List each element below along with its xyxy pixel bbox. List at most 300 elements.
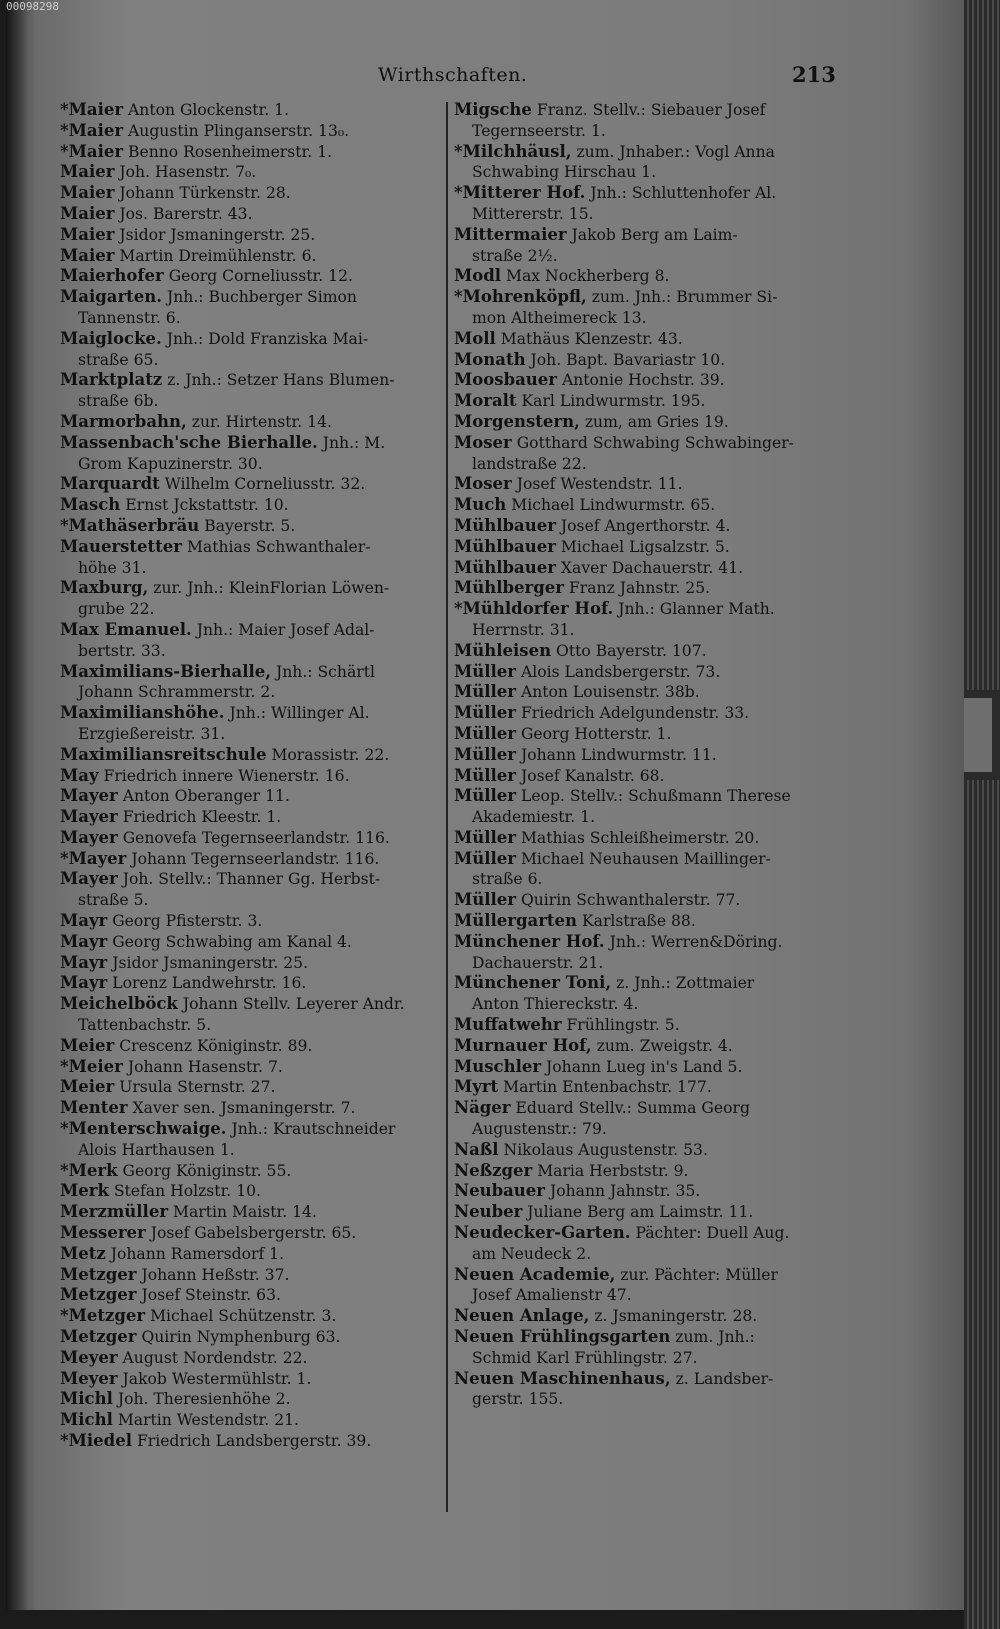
entry-details: Jos. Barerstr. 43. — [119, 204, 253, 223]
directory-entry — [60, 1223, 458, 1244]
directory-entry — [454, 1036, 854, 1057]
entry-name: Müller — [454, 703, 516, 723]
entry-name: Mayer — [60, 807, 118, 827]
entry-details: Schwabing Hirschau 1. — [472, 163, 657, 182]
entry-details: Friedrich Kleestr. 1. — [122, 808, 282, 827]
entry-name: Neßzger — [454, 1160, 533, 1180]
entry-details: Ursula Sternstr. 27. — [119, 1078, 276, 1097]
entry-name: Mühlbauer — [454, 515, 556, 535]
entry-name: Migsche — [454, 100, 532, 119]
directory-entry — [454, 1327, 854, 1348]
directory-entry — [60, 953, 458, 974]
entry-details: Quirin Schwanthalerstr. 77. — [520, 891, 741, 910]
entry-name: *Menterschwaige. — [60, 1119, 227, 1139]
entry-name: Münchener Hof. — [454, 931, 605, 951]
directory-entry — [454, 662, 854, 683]
entry-details: Wilhelm Corneliusstr. 32. — [164, 475, 366, 494]
entry-details: straße 6. — [472, 870, 543, 889]
directory-entry — [454, 1161, 854, 1182]
entry-details: Johann Ramersdorf 1. — [110, 1244, 285, 1263]
entry-name: Marmorbahn, — [60, 411, 187, 431]
directory-entry — [454, 724, 854, 745]
entry-details: Mittererstr. 15. — [472, 204, 594, 223]
directory-entry — [60, 454, 458, 475]
entry-details: Georg Hotterstr. 1. — [520, 724, 672, 743]
directory-entry — [60, 682, 458, 703]
entry-name: *Mayer — [60, 848, 127, 868]
entry-details: Xaver sen. Jsmaningerstr. 7. — [132, 1099, 356, 1118]
page-header — [6, 64, 964, 94]
directory-entry — [60, 1181, 458, 1202]
entry-name: *Milchhäusl, — [454, 141, 572, 161]
entry-details: zur. Jnh.: KleinFlorian Löwen- — [153, 579, 390, 598]
entry-details: Michael Schützenstr. 3. — [150, 1307, 337, 1326]
directory-entry — [454, 1369, 854, 1390]
entry-name: Neuen Maschinenhaus, — [454, 1368, 671, 1388]
entry-details: Juliane Berg am Laimstr. 11. — [527, 1203, 754, 1222]
entry-details: Johann Lindwurmstr. 11. — [520, 745, 717, 764]
book-spine — [6, 0, 28, 1610]
entry-details: Jakob Berg am Laim- — [571, 225, 738, 244]
directory-entry — [60, 890, 458, 911]
entry-details: Anton Oberanger 11. — [122, 787, 290, 806]
entry-details: Jnh.: Schluttenhofer Al. — [590, 184, 777, 203]
entry-details: Johann Schrammerstr. 2. — [78, 683, 276, 702]
entry-name: Modl — [454, 266, 502, 286]
directory-entry — [60, 391, 458, 412]
entry-details: Karl Lindwurmstr. 195. — [521, 392, 706, 411]
entry-details: Akademiestr. 1. — [472, 808, 596, 827]
directory-entry — [454, 578, 854, 599]
entry-details: Gotthard Schwabing Schwabinger- — [516, 433, 794, 452]
entry-details: Alois Landsbergerstr. 73. — [520, 662, 721, 681]
entry-details: Franz. Stellv.: Siebauer Josef — [536, 101, 766, 119]
entry-details: Nikolaus Augustenstr. 53. — [503, 1140, 708, 1159]
directory-entry — [454, 1119, 854, 1140]
entry-name: Muschler — [454, 1056, 542, 1076]
entry-details: Johann Tegernseerlandstr. 116. — [131, 849, 380, 868]
directory-entry — [60, 370, 458, 391]
entry-details: Grom Kapuzinerstr. 30. — [78, 454, 263, 473]
entry-details: Quirin Nymphenburg 63. — [141, 1328, 341, 1347]
directory-entry — [454, 890, 854, 911]
entry-name: Mittermaier — [454, 224, 567, 244]
directory-entry — [60, 869, 458, 890]
entry-name: Neudecker-Garten. — [454, 1223, 631, 1243]
entry-name: Marquardt — [60, 474, 160, 494]
directory-entry — [454, 828, 854, 849]
entry-details: gerstr. 155. — [472, 1390, 564, 1409]
entry-name: *Miedel — [60, 1431, 132, 1450]
entry-details: Friedrich Landsbergerstr. 39. — [136, 1432, 372, 1450]
directory-entry — [454, 1285, 854, 1306]
entry-name: Münchener Toni, — [454, 973, 612, 993]
entry-name: Maier — [60, 162, 115, 182]
entry-details: Schmid Karl Frühlingstr. 27. — [472, 1348, 698, 1367]
directory-entry — [60, 807, 458, 828]
directory-entry — [454, 183, 854, 204]
directory-entry — [60, 662, 458, 683]
directory-entry — [454, 932, 854, 953]
entry-name: *Mitterer Hof. — [454, 183, 586, 203]
entry-name: Metz — [60, 1243, 106, 1263]
entry-name: Mayr — [60, 931, 108, 951]
entry-name: Neubauer — [454, 1181, 545, 1201]
entry-name: Mayer — [60, 827, 118, 847]
entry-details: Josef Westendstr. 11. — [516, 475, 683, 494]
entry-name: Massenbach'sche Bierhalle. — [60, 432, 318, 452]
entry-details: Anton Thiereckstr. 4. — [472, 995, 639, 1014]
directory-entry — [60, 1431, 458, 1452]
entry-details: Josef Amalienstr 47. — [472, 1286, 632, 1305]
entry-name: *Metzger — [60, 1306, 146, 1326]
directory-entry — [454, 121, 854, 142]
directory-entry — [454, 266, 854, 287]
entry-name: Meyer — [60, 1347, 118, 1367]
directory-entry — [60, 1098, 458, 1119]
entry-details: z. Jsmaningerstr. 28. — [594, 1307, 758, 1326]
entry-details: Jsidor Jsmaningerstr. 25. — [112, 953, 309, 972]
directory-entry — [60, 474, 458, 495]
directory-entry — [454, 537, 854, 558]
directory-entry — [60, 495, 458, 516]
entry-details: bertstr. 33. — [78, 641, 166, 660]
entry-name: Metzger — [60, 1327, 137, 1347]
entry-name: *Mathäserbräu — [60, 515, 200, 535]
entry-name: Meichelböck — [60, 994, 178, 1014]
entry-name: Maier — [60, 245, 115, 265]
directory-entry — [454, 641, 854, 662]
entry-details: Mathias Schleißheimerstr. 20. — [520, 828, 760, 847]
entry-details: Franz Jahnstr. 25. — [568, 579, 711, 598]
entry-details: Michael Ligsalzstr. 5. — [560, 537, 730, 556]
directory-entry — [60, 1119, 458, 1140]
directory-entry — [60, 599, 458, 620]
directory-entry — [60, 204, 458, 225]
directory-entry — [60, 537, 458, 558]
entry-details: Jnh.: Maier Josef Adal- — [196, 620, 375, 639]
directory-entry — [454, 994, 854, 1015]
entry-name: May — [60, 765, 99, 785]
directory-entry — [454, 1057, 854, 1078]
entry-details: August Nordendstr. 22. — [122, 1348, 308, 1367]
directory-entry — [454, 973, 854, 994]
entry-name: Müller — [454, 744, 516, 764]
entry-details: mon Altheimereck 13. — [472, 308, 647, 327]
entry-details: Georg Schwabing am Kanal 4. — [112, 932, 352, 951]
entry-details: Johann Heßstr. 37. — [141, 1265, 290, 1284]
entry-name: Moser — [454, 474, 512, 494]
entry-details: zur. Pächter: Müller — [620, 1265, 778, 1284]
entry-details: Alois Harthausen 1. — [78, 1140, 235, 1159]
entry-name: Moll — [454, 328, 496, 348]
entry-name: Maier — [60, 183, 115, 203]
page-number: 213 — [792, 62, 836, 87]
directory-entry — [60, 703, 458, 724]
directory-entry — [60, 308, 458, 329]
entry-details: Michael Neuhausen Maillinger- — [520, 849, 771, 868]
entry-name: Meyer — [60, 1368, 118, 1388]
entry-name: Neuen Frühlingsgarten — [454, 1327, 671, 1347]
directory-entry — [454, 287, 854, 308]
directory-entry — [60, 911, 458, 932]
entry-details: zum. Jnh.: — [675, 1328, 755, 1347]
entry-name: Maier — [60, 224, 115, 244]
directory-entry — [60, 162, 458, 183]
entry-name: Moser — [454, 432, 512, 452]
entry-name: Moralt — [454, 391, 517, 411]
entry-details: Johann Hasenstr. 7. — [127, 1057, 283, 1076]
entry-name: Maierhofer — [60, 266, 164, 286]
entry-details: Anton Louisenstr. 38b. — [520, 683, 700, 702]
directory-entry — [60, 558, 458, 579]
page — [6, 0, 964, 1610]
directory-entry — [454, 516, 854, 537]
entry-details: Tattenbachstr. 5. — [78, 1016, 212, 1035]
entry-name: Maigarten. — [60, 287, 163, 307]
entry-name: Näger — [454, 1098, 511, 1118]
entry-details: Leop. Stellv.: Schußmann Therese — [520, 787, 791, 806]
entry-name: Muffatwehr — [454, 1015, 562, 1035]
entry-details: zum. Jnh.: Brummer Si- — [591, 288, 778, 307]
directory-entry — [454, 100, 854, 121]
directory-entry — [454, 953, 854, 974]
directory-entry — [454, 1077, 854, 1098]
directory-entry — [454, 558, 854, 579]
entry-details: Joh. Theresienhöhe 2. — [117, 1390, 291, 1409]
entry-details: Friedrich Adelgundenstr. 33. — [520, 704, 750, 723]
entry-details: z. Jnh.: Zottmaier — [616, 974, 755, 993]
directory-entry — [60, 1327, 458, 1348]
directory-entry — [60, 412, 458, 433]
entry-details: Martin Westendstr. 21. — [117, 1411, 300, 1430]
directory-entry — [454, 391, 854, 412]
scan-id: 00098298 — [6, 0, 59, 13]
directory-entry — [454, 308, 854, 329]
entry-name: Neuen Academie, — [454, 1264, 616, 1284]
directory-entry — [60, 1389, 458, 1410]
entry-details: Ernst Jckstattstr. 10. — [125, 496, 289, 515]
directory-entry — [454, 412, 854, 433]
entry-details: Jnh.: Schärtl — [276, 662, 375, 681]
directory-entry — [60, 1244, 458, 1265]
entry-name: Müller — [454, 661, 516, 681]
entry-name: Müller — [454, 723, 516, 743]
entry-name: *Mühldorfer Hof. — [454, 599, 614, 619]
right-column — [454, 100, 854, 1410]
directory-entry — [454, 454, 854, 475]
entry-details: Michael Lindwurmstr. 65. — [511, 496, 716, 515]
entry-details: Lorenz Landwehrstr. 16. — [112, 974, 307, 993]
directory-entry — [60, 849, 458, 870]
entry-name: *Mohrenköpfl, — [454, 287, 587, 307]
directory-entry — [454, 703, 854, 724]
directory-entry — [60, 287, 458, 308]
directory-entry — [454, 1181, 854, 1202]
entry-name: Max Emanuel. — [60, 619, 192, 639]
directory-entry — [60, 1077, 458, 1098]
directory-entry — [60, 578, 458, 599]
directory-entry — [60, 121, 458, 142]
entry-name: Mayr — [60, 952, 108, 972]
entry-details: Karlstraße 88. — [582, 912, 696, 931]
entry-name: Murnauer Hof, — [454, 1035, 592, 1055]
entry-details: Jnh.: Glanner Math. — [618, 600, 775, 619]
directory-entry — [60, 786, 458, 807]
entry-name: Meier — [60, 1077, 115, 1097]
entry-details: Jnh.: M. — [322, 433, 386, 452]
entry-name: Mayr — [60, 973, 108, 993]
entry-details: Martin Maistr. 14. — [172, 1203, 317, 1222]
entry-name: Mühlberger — [454, 578, 564, 598]
directory-entry — [60, 1057, 458, 1078]
entry-name: Müller — [454, 765, 516, 785]
entry-details: straße 65. — [78, 350, 159, 369]
directory-entry — [60, 1265, 458, 1286]
entry-details: Augustenstr.: 79. — [472, 1120, 607, 1139]
entry-details: Jnh.: Dold Franziska Mai- — [166, 329, 369, 348]
entry-details: Georg Königinstr. 55. — [122, 1161, 292, 1180]
entry-name: Marktplatz — [60, 370, 163, 390]
entry-details: Jsidor Jsmaningerstr. 25. — [119, 225, 316, 244]
entry-name: Maier — [60, 203, 115, 223]
entry-name: *Maier — [60, 120, 124, 140]
directory-entry — [454, 1265, 854, 1286]
directory-entry — [454, 1389, 854, 1410]
directory-entry — [60, 1306, 458, 1327]
directory-entry — [454, 1223, 854, 1244]
entry-details: Friedrich innere Wienerstr. 16. — [103, 766, 350, 785]
entry-details: Anton Glockenstr. 1. — [128, 101, 290, 119]
entry-details: Johann Lueg in's Land 5. — [546, 1057, 743, 1076]
entry-details: Jnh.: Werren&Döring. — [609, 932, 783, 951]
directory-entry — [454, 1140, 854, 1161]
entry-details: Georg Pfisterstr. 3. — [112, 912, 263, 931]
entry-details: Johann Jahnstr. 35. — [549, 1182, 701, 1201]
entry-details: Johann Stellv. Leyerer Andr. — [182, 995, 405, 1014]
entry-details: Mathäus Klenzestr. 43. — [500, 329, 683, 348]
directory-entry — [60, 142, 458, 163]
directory-entry — [454, 162, 854, 183]
entry-details: Mathias Schwanthaler- — [186, 537, 371, 556]
directory-entry — [60, 1410, 458, 1431]
entry-details: Dachauerstr. 21. — [472, 953, 604, 972]
entry-details: höhe 31. — [78, 558, 147, 577]
directory-entry — [454, 142, 854, 163]
entry-details: Benno Rosenheimerstr. 1. — [128, 142, 333, 161]
entry-details: Johann Türkenstr. 28. — [119, 184, 291, 203]
entry-name: Maximilianshöhe. — [60, 703, 225, 723]
entry-name: Müller — [454, 827, 516, 847]
entry-name: Metzger — [60, 1264, 137, 1284]
entry-name: Maximiliansreitschule — [60, 744, 267, 764]
directory-entry — [60, 1036, 458, 1057]
entry-details: grube 22. — [78, 600, 155, 619]
entry-name: Metzger — [60, 1285, 137, 1305]
directory-entry — [60, 100, 458, 121]
directory-entry — [60, 329, 458, 350]
directory-entry — [454, 599, 854, 620]
entry-name: *Maier — [60, 100, 124, 119]
entry-name: Maiglocke. — [60, 328, 162, 348]
entry-details: Morassistr. 22. — [271, 745, 390, 764]
directory-entry — [454, 766, 854, 787]
directory-entry — [454, 911, 854, 932]
entry-details: Pächter: Duell Aug. — [635, 1224, 790, 1243]
entry-name: Merk — [60, 1181, 109, 1201]
entry-details: Frühlingstr. 5. — [566, 1016, 680, 1035]
book-edge — [964, 0, 1000, 1629]
entry-details: Herrnstr. 31. — [472, 620, 575, 639]
entry-name: Michl — [60, 1410, 113, 1430]
directory-entry — [60, 641, 458, 662]
entry-name: Maxburg, — [60, 578, 149, 598]
directory-entry — [454, 1244, 854, 1265]
entry-details: Tannenstr. 6. — [78, 308, 181, 327]
directory-entry — [454, 370, 854, 391]
entry-name: Müller — [454, 682, 516, 702]
entry-details: z. Landsber- — [675, 1369, 774, 1388]
entry-name: Morgenstern, — [454, 411, 580, 431]
entry-details: Josef Kanalstr. 68. — [520, 766, 665, 785]
directory-entry — [60, 1015, 458, 1036]
entry-name: Neuber — [454, 1202, 523, 1222]
entry-details: zum, am Gries 19. — [584, 412, 729, 431]
entry-name: Messerer — [60, 1223, 146, 1243]
entry-name: Müller — [454, 848, 516, 868]
entry-details: Erzgießereistr. 31. — [78, 724, 226, 743]
directory-entry — [454, 246, 854, 267]
entry-name: Mühleisen — [454, 640, 552, 660]
entry-details: straße 5. — [78, 891, 149, 910]
entry-details: Xaver Dachauerstr. 41. — [560, 558, 744, 577]
entry-details: Martin Dreimühlenstr. 6. — [119, 246, 317, 265]
entry-details: zum. Zweigstr. 4. — [596, 1036, 733, 1055]
directory-entry — [454, 495, 854, 516]
left-column — [60, 100, 458, 1452]
entry-name: Moosbauer — [454, 370, 557, 390]
entry-name: Mühlbauer — [454, 536, 556, 556]
entry-details: Josef Steinstr. 63. — [141, 1286, 281, 1305]
entry-name: *Maier — [60, 141, 124, 161]
entry-details: zum. Jnhaber.: Vogl Anna — [576, 142, 775, 161]
entry-details: zur. Hirtenstr. 14. — [191, 412, 332, 431]
directory-entry — [60, 620, 458, 641]
entry-details: Jnh.: Buchberger Simon — [166, 288, 357, 307]
directory-entry — [454, 474, 854, 495]
entry-details: straße 2½. — [472, 246, 558, 265]
entry-name: Müller — [454, 786, 516, 806]
entry-details: Max Nockherberg 8. — [506, 267, 670, 286]
page-title: Wirthschaften. — [378, 64, 528, 86]
directory-entry — [454, 1348, 854, 1369]
directory-entry — [454, 1098, 854, 1119]
directory-entry — [60, 350, 458, 371]
entry-details: landstraße 22. — [472, 454, 587, 473]
directory-entry — [60, 266, 458, 287]
entry-details: Joh. Stellv.: Thanner Gg. Herbst- — [122, 870, 381, 889]
entry-details: Jakob Westermühlstr. 1. — [122, 1369, 312, 1388]
directory-entry — [454, 1015, 854, 1036]
entry-details: Antonie Hochstr. 39. — [561, 371, 725, 390]
entry-details: Martin Entenbachstr. 177. — [503, 1078, 712, 1097]
directory-entry — [454, 225, 854, 246]
entry-details: Joh. Hasenstr. 7₀. — [119, 163, 257, 182]
directory-entry — [454, 329, 854, 350]
directory-entry — [60, 1140, 458, 1161]
directory-entry — [454, 433, 854, 454]
entry-details: Joh. Bapt. Bavariastr 10. — [530, 350, 726, 369]
